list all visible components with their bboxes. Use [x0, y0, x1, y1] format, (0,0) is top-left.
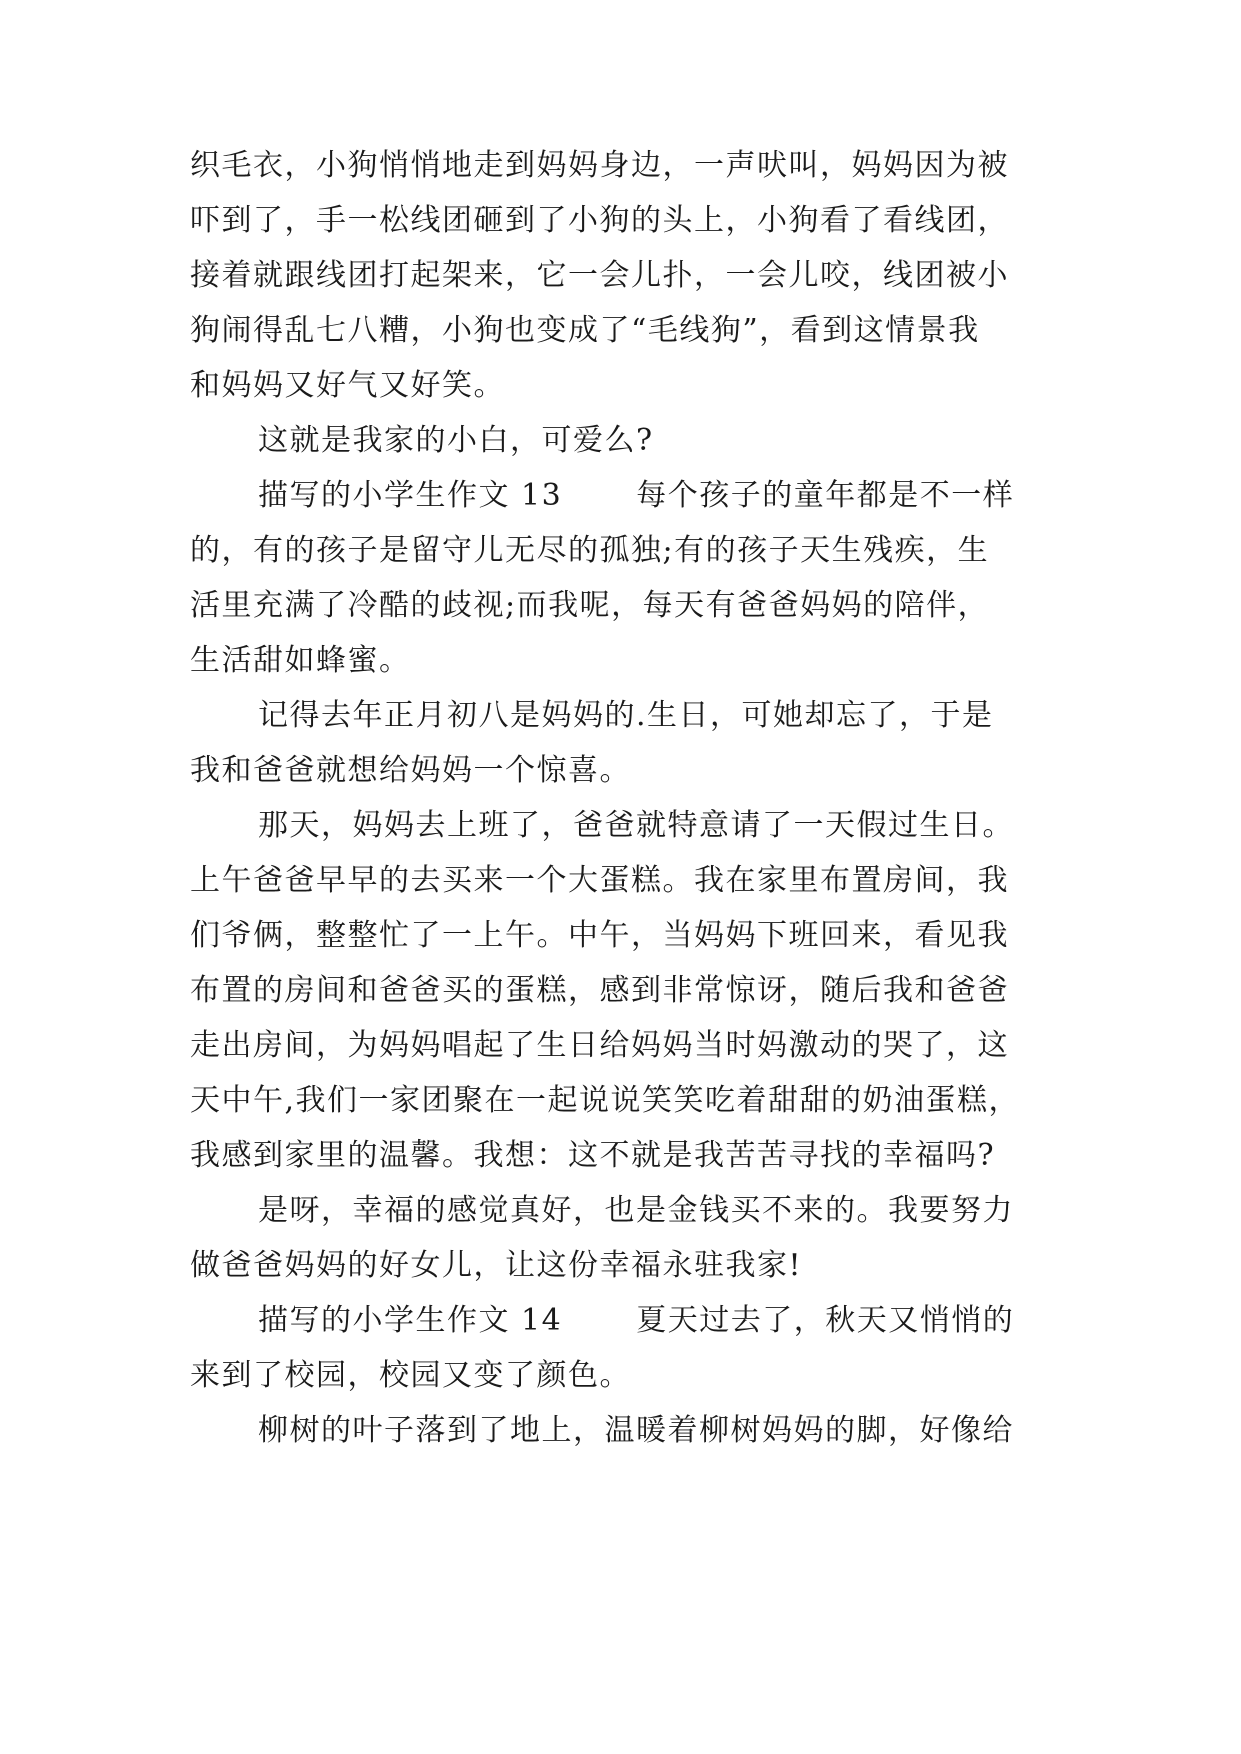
text-line: 柳树的叶子落到了地上，温暖着柳树妈妈的脚，好像给 [258, 1413, 1014, 1448]
text-line: 描写的小学生作文 13 每个孩子的童年都是不一样 [258, 478, 1015, 513]
text-line: 活里充满了冷酷的歧视;而我呢，每天有爸爸妈妈的陪伴， [190, 588, 990, 623]
text-line: 做爸爸妈妈的好女儿，让这份幸福永驻我家! [190, 1248, 803, 1283]
text-line: 布置的房间和爸爸买的蛋糕，感到非常惊讶，随后我和爸爸 [190, 973, 1009, 1008]
text-line: 吓到了，手一松线团砸到了小狗的头上，小狗看了看线团， [190, 203, 1009, 238]
text-line: 来到了校园，校园又变了颜色。 [190, 1358, 631, 1393]
text-line: 接着就跟线团打起架来，它一会儿扑，一会儿咬，线团被小 [190, 258, 1009, 293]
text-line: 走出房间，为妈妈唱起了生日给妈妈当时妈激动的哭了，这 [190, 1028, 1009, 1063]
text-line: 描写的小学生作文 14 夏天过去了，秋天又悄悄的 [258, 1303, 1015, 1338]
text-line: 生活甜如蜂蜜。 [190, 643, 411, 678]
text-line: 和妈妈又好气又好笑。 [190, 368, 505, 403]
text-line: 织毛衣，小狗悄悄地走到妈妈身边，一声吠叫，妈妈因为被 [190, 148, 1009, 183]
text-line: 天中午,我们一家团聚在一起说说笑笑吃着甜甜的奶油蛋糕， [190, 1083, 1021, 1118]
text-line: 我感到家里的温馨。我想：这不就是我苦苦寻找的幸福吗? [190, 1138, 996, 1173]
text-line: 是呀，幸福的感觉真好，也是金钱买不来的。我要努力 [258, 1193, 1014, 1228]
text-line: 这就是我家的小白，可爱么? [258, 423, 654, 458]
text-line: 上午爸爸早早的去买来一个大蛋糕。我在家里布置房间，我 [190, 863, 1009, 898]
text-line: 那天，妈妈去上班了，爸爸就特意请了一天假过生日。 [258, 808, 1014, 843]
text-line: 我和爸爸就想给妈妈一个惊喜。 [190, 753, 631, 788]
text-line: 狗闹得乱七八糟，小狗也变成了“毛线狗”，看到这情景我 [190, 313, 980, 348]
text-line: 们爷俩，整整忙了一上午。中午，当妈妈下班回来，看见我 [190, 918, 1009, 953]
text-line: 的，有的孩子是留守儿无尽的孤独;有的孩子天生残疾，生 [190, 533, 990, 568]
text-line: 记得去年正月初八是妈妈的.生日，可她却忘了，于是 [258, 698, 994, 733]
